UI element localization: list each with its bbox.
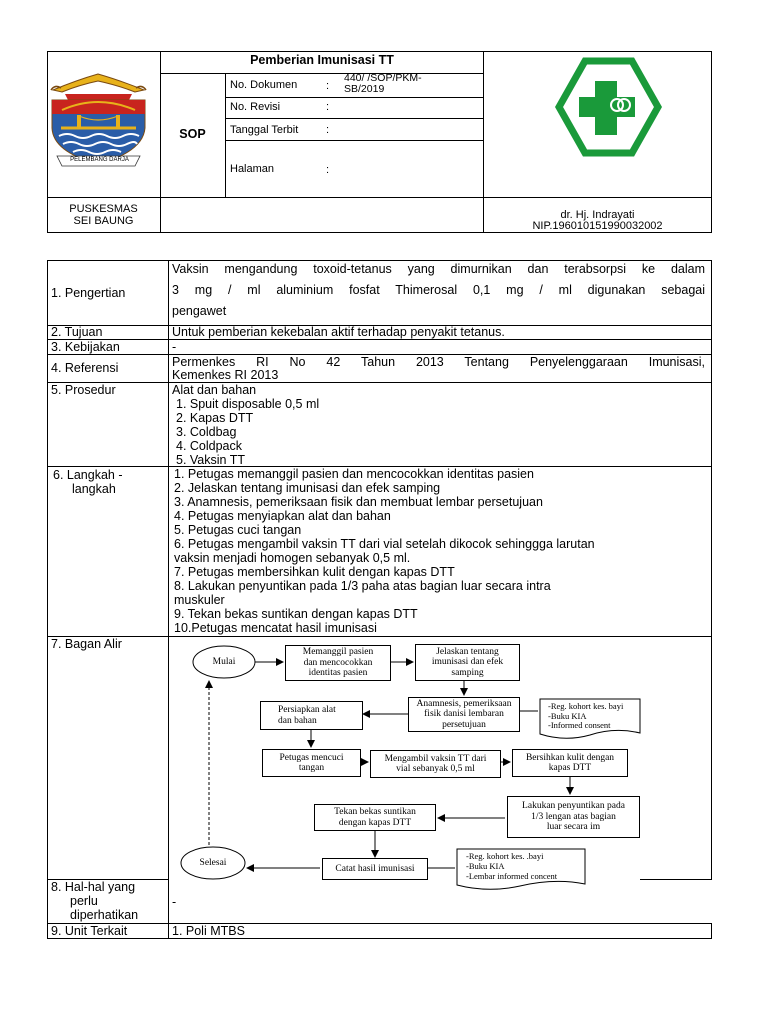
signer-block: dr. Hj. Indrayati NIP.196010151990032002 [532,209,663,232]
flow-start-label: Mulai [212,657,236,667]
prosedur-item: 3. Coldbag [176,425,237,439]
section-tujuan-text: Untuk pemberian kekebalan aktif terhadap penyakit tetanus. [172,325,505,339]
flow-step-bersihkan-kulit: Bersihkan kulit dengan kapas DTT [512,749,628,777]
prosedur-item: 2. Kapas DTT [176,411,254,425]
field-tanggal-terbit-colon: : [326,124,330,136]
field-halaman-colon: : [326,164,330,176]
section-unit-terkait-text: 1. Poli MTBS [172,924,245,938]
section-prosedur-intro: Alat dan bahan [172,383,257,397]
org-name: PUSKESMAS SEI BAUNG [69,203,138,227]
section-kebijakan-text: - [172,340,177,354]
flow-step-persiapkan-alat: Persiapkan alat dan bahan [260,701,363,730]
section-referensi-label: 4. Referensi [51,361,119,375]
flow-step-mengambil-vaksin: Mengambil vaksin TT dari vial sebanyak 0,5 ml [370,750,501,778]
document-title: Pemberian Imunisasi TT [250,53,394,67]
section-pengertian-line-1: Vaksin mengandung toxoid-tetanus yang dimurnikan dan terabsorpsi ke dalam [172,262,705,276]
langkah-item: muskuler [174,593,225,607]
field-no-dokumen-value: 440/ /SOP/PKM- SB/2019 [344,72,422,95]
langkah-item: 8. Lakukan penyuntikan pada 1/3 paha atas bagian luar secara intra [174,579,551,593]
section-bagan-alir-label: 7. Bagan Alir [51,637,122,651]
flow-doc-1-text: -Reg. kohort kes. bayi -Buku KIA -Informed consent [548,701,624,730]
flow-step-mencuci-tangan: Petugas mencuci tangan [262,749,361,777]
langkah-item: 1. Petugas memanggil pasien dan mencocokkan identitas pasien [174,467,534,481]
langkah-item: 4. Petugas menyiapkan alat dan bahan [174,509,391,523]
section-langkah-label: 6. Langkah - langkah [53,468,123,496]
flow-step-penyuntikan: Lakukan penyuntikan pada 1/3 lengan atas bagian luar secara im [507,796,640,838]
flow-step-catat-hasil: Catat hasil imunisasi [322,858,428,880]
section-unit-terkait-label: 9. Unit Terkait [51,924,128,938]
langkah-item: 5. Petugas cuci tangan [174,523,302,537]
section-pengertian-label: 1. Pengertian [51,286,126,300]
langkah-item: 10.Petugas mencatat hasil imunisasi [174,621,377,635]
prosedur-item: 5. Vaksin TT [176,453,246,467]
langkah-item: 6. Petugas mengambil vaksin TT dari vial setelah dikocok sehinggga larutan [174,537,595,551]
langkah-item: 3. Anamnesis, pemeriksaan fisik dan membuat lembar persetujuan [174,495,543,509]
flow-end-label: Selesai [199,858,227,868]
section-referensi-line-2: Kemenkes RI 2013 [172,368,279,382]
prosedur-item: 1. Spuit disposable 0,5 ml [176,397,320,411]
section-pengertian-line-3: pengawet [172,304,227,318]
langkah-item: vaksin menjadi homogen sebanyak 0,5 ml. [174,551,411,565]
flow-step-jelaskan-imunisasi: Jelaskan tentang imunisasi dan efek samping [415,644,520,681]
field-no-dokumen-label: No. Dokumen [230,79,298,91]
flow-step-tekan-bekas: Tekan bekas suntikan dengan kapas DTT [314,804,436,831]
field-no-dokumen-colon: : [326,80,330,92]
field-no-revisi-colon: : [326,101,330,113]
section-hal-hal-text: - [172,895,177,909]
section-tujuan-label: 2. Tujuan [51,325,103,339]
langkah-item: 9. Tekan bekas suntikan dengan kapas DTT [174,607,418,621]
flow-doc-2-text: -Reg. kohort kes. .bayi -Buku KIA -Lembar informed concent [466,851,558,881]
field-no-revisi-label: No. Revisi [230,101,281,113]
prosedur-item: 4. Coldpack [176,439,243,453]
sop-label: SOP [179,127,206,141]
section-pengertian-line-2: 3 mg / ml aluminium fosfat Thimerosal 0,1 mg / ml digunakan sebagai [172,283,705,297]
section-hal-hal-label: 8. Hal-hal yang perlu diperhatikan [51,880,139,922]
flow-step-anamnesis: Anamnesis, pemeriksaan fisik danisi lembaran persetujuan [408,697,520,732]
langkah-item: 7. Petugas membersihkan kulit dengan kapas DTT [174,565,455,579]
flow-step-memanggil-pasien: Memanggil pasien dan mencocokkan identitas pasien [285,645,391,681]
section-referensi-line-1: Permenkes RI No 42 Tahun 2013 Tentang Penyelenggaraan Imunisasi, [172,355,705,369]
section-prosedur-label: 5. Prosedur [51,383,116,397]
langkah-item: 2. Jelaskan tentang imunisasi dan efek samping [174,481,441,495]
field-halaman-label: Halaman [230,163,275,175]
section-kebijakan-label: 3. Kebijakan [51,340,120,354]
field-tanggal-terbit-label: Tanggal Terbit [230,124,299,136]
emblem-ribbon-text: PELEMBANG DARJA [70,157,129,163]
